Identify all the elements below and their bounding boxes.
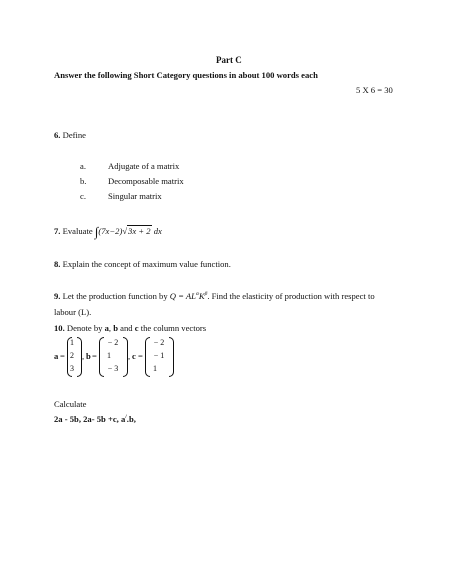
vector-a-value: 3 (70, 364, 74, 373)
question-7: 7. Evaluate ∫(7x−2)√3x + 2 dx (54, 224, 162, 239)
vector-b-value: − 3 (107, 364, 119, 373)
q6-item-b-text: Decomposable matrix (108, 176, 184, 186)
vector-c-value: − 1 (153, 351, 165, 360)
production-formula: $Q = AL^\alpha K^\beta$ (169, 291, 208, 301)
question-text: Define (62, 130, 86, 140)
vector-name: a (54, 351, 59, 361)
vector-c-value: − 2 (153, 338, 165, 347)
vector-a-value: 2 (70, 351, 74, 360)
integrand: (7x−2) (98, 226, 123, 236)
question-text: Denote by (66, 323, 103, 333)
question-text: Let the production function by (62, 291, 168, 301)
sqrt-sign: √ (122, 226, 128, 236)
question-number: 6 (54, 130, 59, 140)
differential: dx (153, 226, 162, 236)
question-number: 7 (54, 226, 59, 236)
question-text: Explain the concept of maximum value function. (62, 259, 231, 269)
q6-item-b-label: b. (80, 176, 87, 186)
question-8: 8. Explain the concept of maximum value function. (54, 259, 231, 269)
instruction: Answer the following Short Category questions in about 100 words each (54, 70, 318, 80)
question-number: 8 (54, 259, 59, 269)
vector-name: b (86, 351, 91, 361)
vector-a-value: 1 (70, 338, 74, 347)
question-10: 10. Denote by a, b and c the column vectors (54, 323, 207, 333)
calculate-label: Calculate (54, 399, 87, 409)
question-number: 9 (54, 291, 59, 301)
q6-item-c-label: c. (80, 191, 86, 201)
vector-b-value: 1 (107, 351, 111, 360)
vector-b-value: − 2 (107, 338, 119, 347)
q6-item-a-label: a. (80, 161, 86, 171)
question-text-cont: . Find the elasticity of production with respect to (207, 291, 375, 301)
question-9-line2: labour (L). (54, 307, 92, 317)
question-6: 6. Define (54, 130, 86, 140)
question-9: 9. Let the production function by $Q = AL^\alpha K^\beta$. Find the elasticity of production with respect to (54, 291, 375, 301)
vector-name: c (132, 351, 136, 361)
radicand: 3x + 2 (128, 226, 151, 236)
question-number: 10 (54, 323, 63, 333)
marks: 5 X 6 = 30 (356, 85, 393, 95)
integral-sign: ∫ (94, 224, 99, 239)
q6-item-a-text: Adjugate of a matrix (108, 161, 180, 171)
part-title: Part C (216, 55, 242, 65)
calculate-expressions: 2a - 5b, 2a- 5b +c, a/.b, (54, 414, 136, 424)
q6-item-c-text: Singular matrix (108, 191, 162, 201)
question-text: Evaluate (62, 226, 93, 236)
vector-c-value: 1 (153, 364, 157, 373)
